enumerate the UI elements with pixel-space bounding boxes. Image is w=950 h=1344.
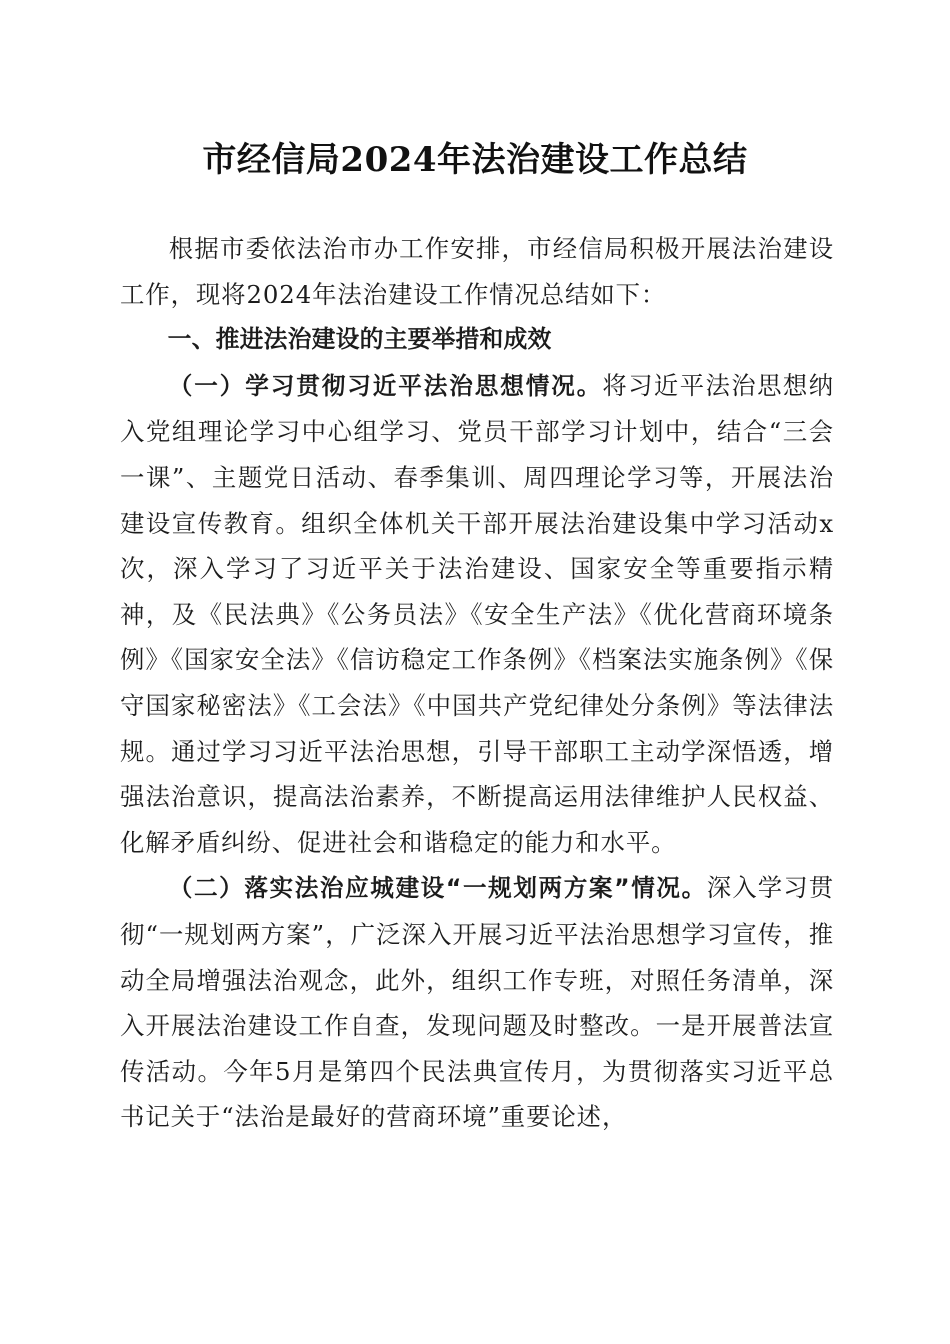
document-title: 市经信局2024年法治建设工作总结 <box>202 140 748 180</box>
section-heading: 一、推进法治建设的主要举措和成效 <box>167 325 552 354</box>
paragraph-item-2 <box>120 865 834 1140</box>
item-1-text: 将习近平法治思想纳入党组理论学习中心组学习、党员干部学习计划中，结合“三会一课”、主题党日活动、春季集训、周四理论学习等，开展法治建设宣传教育。组织全体机关干部开展法治建设集中学习活动x次，深入学习了习近平关于法治建设、国家安全等重要指示精神，及《民法典》《公务员法》《安全生产法》《优化营商环境条例》《国家安全法》《信访稳定工作条例》《档案法实施条例》《保守国家秘密法》《工会法》《中国共产党纪律处分条例》等法律法规。通过学习习近平法治思想，引导干部职工主动学深悟透，增强法治意识，提高法治素养，不断提高运用法律维护人民权益、化解矛盾纠纷、促进社会和谐稳定的能力和水平。 <box>120 370 834 857</box>
intro-paragraph: 根据市委依法治市办工作安排，市经信局积极开展法治建设工作，现将2024年法治建设工作情况总结如下： <box>120 234 834 309</box>
item-1-heading: （一）学习贯彻习近平法治思想情况。 <box>168 371 603 400</box>
paragraph-item-1 <box>120 363 834 866</box>
document-body <box>120 226 834 1140</box>
item-2-heading: （二）落实法治应城建设“一规划两方案”情况。 <box>168 874 707 903</box>
item-2-text: 深入学习贯彻“一规划两方案”，广泛深入开展习近平法治思想学习宣传，推动全局增强法治观念，此外，组织工作专班，对照任务清单，深入开展法治建设工作自查，发现问题及时整改。一是开展普法宣传活动。今年5月是第四个民法典宣传月，为贯彻落实习近平总书记关于“法治是最好的营商环境”重要论述， <box>120 873 834 1132</box>
